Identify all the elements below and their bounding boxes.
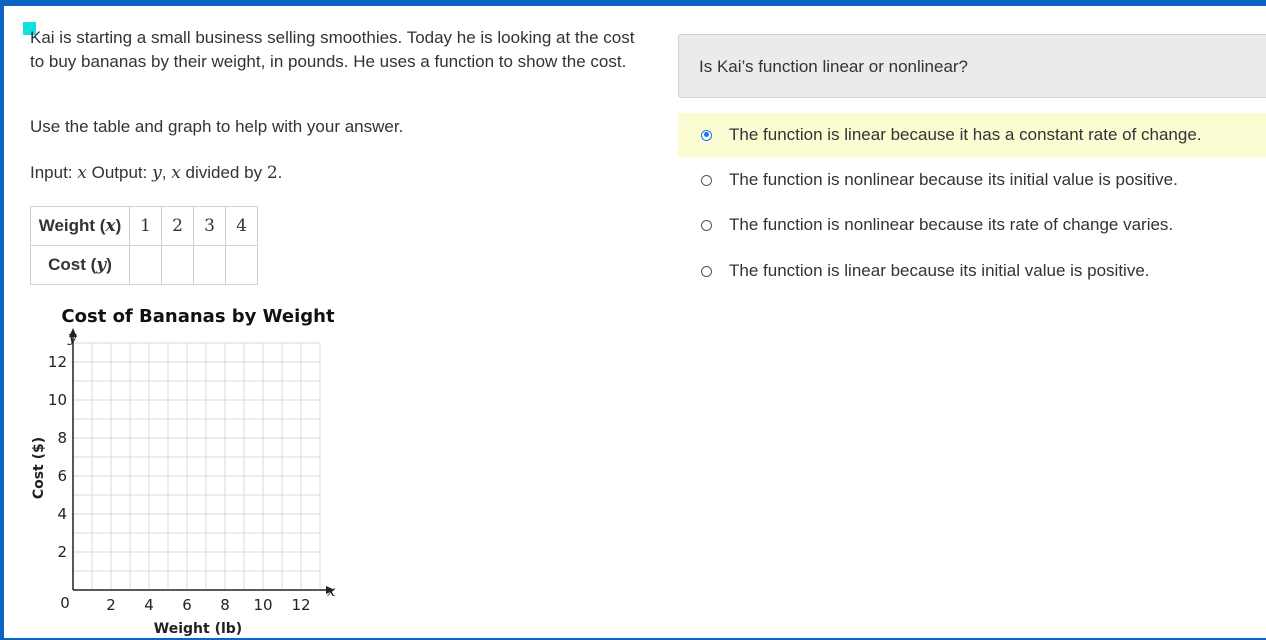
y-axis-label: Cost ($) bbox=[31, 436, 47, 500]
answer-choice-4[interactable] bbox=[678, 249, 1266, 293]
radio-icon[interactable] bbox=[701, 175, 712, 186]
radio-selected-icon[interactable] bbox=[701, 130, 712, 141]
x-axis-label: Weight (lb) bbox=[153, 621, 243, 637]
x-tick-label: 6 bbox=[182, 596, 192, 614]
x-tick-label: 4 bbox=[144, 596, 154, 614]
cost-header: Cost (y) bbox=[31, 246, 130, 285]
output-var: y bbox=[152, 163, 162, 183]
expr-text: divided by bbox=[185, 163, 263, 182]
radio-icon[interactable] bbox=[701, 266, 712, 277]
question-box bbox=[678, 34, 1266, 98]
y-tick-label: 2 bbox=[57, 543, 67, 561]
input-label: Input: bbox=[30, 163, 73, 182]
graph-grid bbox=[73, 343, 320, 590]
y-tick-label: 12 bbox=[47, 353, 67, 371]
answer-choice-3[interactable] bbox=[678, 203, 1266, 247]
question-prompt: Is Kai’s function linear or nonlinear? bbox=[699, 57, 969, 76]
tick-labels bbox=[48, 353, 311, 614]
x-tick-label: 12 bbox=[291, 596, 311, 614]
choice-label: The function is linear because its initial value is positive. bbox=[729, 261, 1150, 280]
problem-frame bbox=[4, 6, 1266, 638]
input-cell: 1 bbox=[130, 207, 162, 246]
rule-end: . bbox=[277, 163, 283, 182]
choice-label: The function is nonlinear because its initial value is positive. bbox=[729, 170, 1178, 189]
origin-label: 0 bbox=[60, 594, 70, 612]
input-cell: 4 bbox=[226, 207, 258, 246]
answer-choice-2[interactable] bbox=[678, 158, 1266, 202]
expr-var: x bbox=[171, 163, 181, 183]
output-label: Output: bbox=[91, 163, 148, 182]
rule-sep: , bbox=[161, 163, 167, 182]
y-tick-label: 6 bbox=[57, 467, 67, 485]
input-var: x bbox=[77, 163, 87, 183]
y-tick-label: 10 bbox=[47, 391, 67, 409]
x-tick-label: 2 bbox=[106, 596, 116, 614]
cost-graph bbox=[4, 6, 364, 638]
x-axis-var: x bbox=[327, 582, 336, 600]
weight-header: Weight (x) bbox=[31, 207, 130, 246]
input-cell: 3 bbox=[194, 207, 226, 246]
y-tick-label: 8 bbox=[57, 429, 67, 447]
problem-intro-text: Kai is starting a small business selling smoothies. Today he is looking at the cost to buy bananas by their weight, in pounds. He uses a function to show the cost. bbox=[30, 28, 635, 71]
answer-choice-1[interactable] bbox=[678, 113, 1266, 157]
x-tick-label: 10 bbox=[253, 596, 273, 614]
radio-icon[interactable] bbox=[701, 220, 712, 231]
x-tick-label: 8 bbox=[220, 596, 230, 614]
input-cell: 2 bbox=[162, 207, 194, 246]
graph-axes bbox=[69, 328, 335, 594]
chart-title: Cost of Bananas by Weight bbox=[61, 306, 335, 327]
expr-num: 2 bbox=[266, 163, 278, 183]
choice-label: The function is linear because it has a constant rate of change. bbox=[729, 125, 1202, 144]
y-tick-label: 4 bbox=[57, 505, 67, 523]
problem-hint: Use the table and graph to help with your answer. bbox=[30, 117, 404, 136]
choice-label: The function is nonlinear because its rate of change varies. bbox=[729, 215, 1174, 234]
y-axis-var: y bbox=[68, 328, 77, 346]
